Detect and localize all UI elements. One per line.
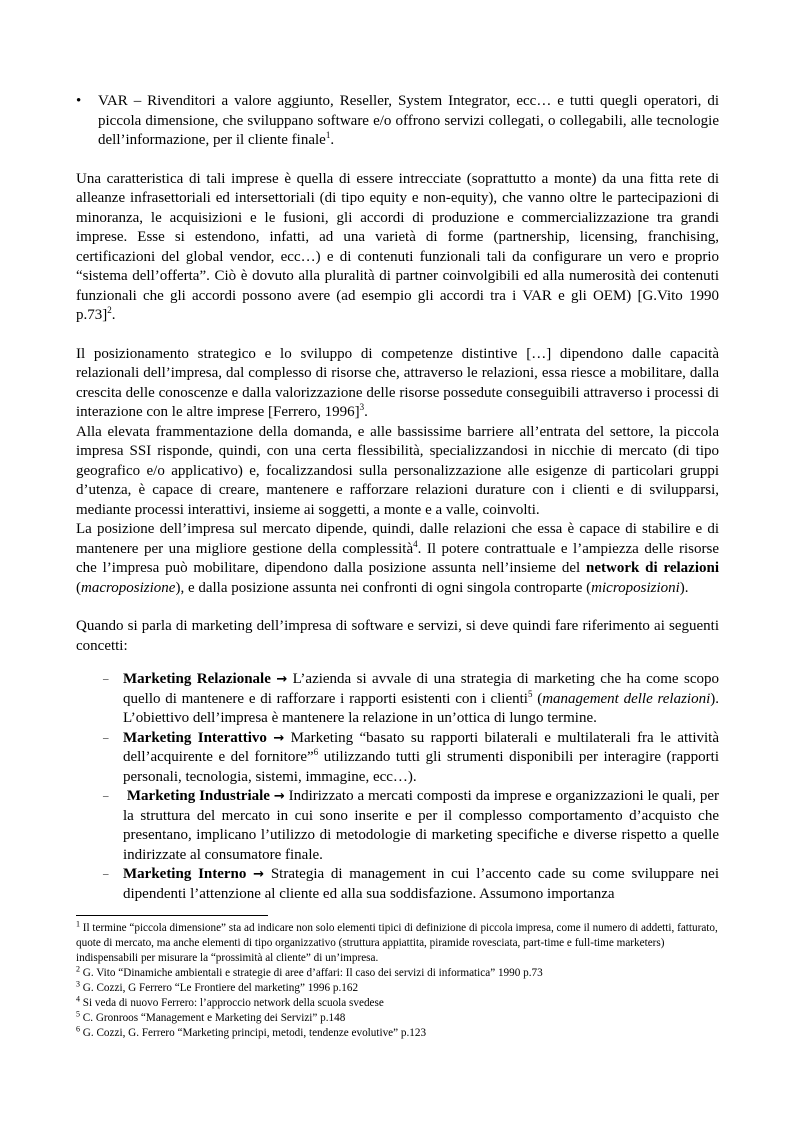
item-title: Marketing Industriale — [126, 788, 270, 804]
marketing-list — [76, 670, 719, 904]
bold-term: network di relazioni — [586, 560, 719, 576]
bullet-item-var — [76, 92, 719, 151]
footnotes — [76, 921, 719, 1041]
footnote-separator — [76, 915, 268, 916]
item-title: Marketing Interno — [123, 866, 247, 882]
arrow-right-icon: → — [273, 730, 285, 746]
italic-term: microposizioni — [591, 579, 680, 596]
footnote-1: $^1$ Il termine “piccola dimensione” sta ad indicare non solo elementi tipici di definizione di piccola impresa, come il numero di addetti, fatturato, quote di mercato, ma anche elementi di tipo organizzativo (struttura appiattita, piramide rovesciata, part-time e full-time marketers) indispensabili per misurare la “prossimità al cliente” di un’impresa. — [76, 919, 718, 964]
list-item-relazionale: – Marketing Relazionale → L’azienda si avvale di una strategia di marketing che ha come scopo quello di mantenere e di rafforzare i rapporti esistenti con i clienti$^5$ (management delle relazioni). L’obiettivo dell’impresa è mantenere la relazione in un’ottica di lungo termine. — [103, 671, 719, 726]
list-item-interattivo: – Marketing Interattivo → Marketing “basato su rapporti bilaterali e multilaterali fra le attività dell’acquirente e del fornitore”$^6$ utilizzando tutti gli strumenti disponibili per interagire (rapporti personali, tecnologia, sistemi, immagine, ecc…). — [103, 729, 720, 785]
list-item-interno: – Marketing Interno → Strategia di management in cui l’accento cade su come sviluppare nei dipendenti l’attenzione al cliente ed alla sua soddisfazione. Assumono importanza — [103, 866, 720, 902]
footnote-5: $^5$ C. Gronroos “Management e Marketing dei Servizi” p.148 — [76, 1009, 346, 1024]
footnote-ref: 4 — [413, 538, 418, 549]
paragraph-concetti: Quando si parla di marketing dell’impresa di software e servizi, si deve quindi fare riferimento ai seguenti concetti: — [76, 618, 719, 654]
footnote-ref: 3 — [359, 402, 365, 412]
list-item-industriale: – Marketing Industriale → Indirizzato a mercati composti da imprese e organizzazioni le quali, per la struttura del mercato in cui sono inserite e per il complesso comportamento d’acquisto che presentano, implicano l’utilizzo di metodologie di marketing specifiche e diverse rispetto a quelle indirizzate al consumatore finale. — [103, 788, 720, 863]
paragraph-posizione: La posizione dell’impresa sul mercato dipende, quindi, dalle relazioni che essa è capace di stabilire e di mantenere per una migliore gestione della complessità$^4$. Il potere contrattuale e l’ampiezza delle risorse che l’impresa può mobilitare, dipendono dalla posizione assunta nell’insieme del network di relazioni (macroposizione), e dalla posizione assunta nei confronti di ogni singola controparte (microposizioni). — [76, 521, 719, 596]
arrow-right-icon: → — [273, 789, 285, 804]
dash-icon: – — [103, 673, 109, 685]
footnote-4: $^4$ Si veda di nuovo Ferrero: l’approccio network della scuola svedese — [76, 994, 384, 1009]
arrow-right-icon: → — [276, 672, 288, 687]
paragraph-posizionamento: Il posizionamento strategico e lo sviluppo di competenze distintive […] dipendono dalle capacità relazionali dell’impresa, dal complesso di risorse che, attraverso le relazioni, essa riesce a mobilitare, dalla crescita delle conoscenze e dalla valorizzazione delle risorse possedute conseguibili attraverso i processi di interazione con le altre imprese [Ferrero, 1996]$^3$. — [76, 345, 719, 420]
paragraph-alleanze: Una caratteristica di tali imprese è quella di essere intrecciate (soprattutto a monte) da una fitta rete di alleanze infrasettoriali ed intersettoriali (di tipo equity e non-equity), che vanno oltre le partecipazioni di minoranza, le acquisizioni e le fusioni, gli accordi di produzione e commercializzazione tra grandi imprese. Esse si estendono, infatti, ad una varietà di forme (partnership, licensing, franchising, certificazioni del global vendor, ecc…) e di contenuti funzionali tali da configurare un vero e proprio “sistema dell’offerta”. Ciò è dovuto alla pluralità di partner coinvolgibili ed alla numerosità dei contenuti funzionali che gli accordi possono avere (ad esempio gli accordi tra i VAR e gli OEM) [G.Vito 1990 p.73]$^2$. — [76, 170, 719, 323]
footnote-ref: 2 — [107, 305, 112, 315]
footnote-3: $^3$ G. Cozzi, G Ferrero “Le Frontiere del marketing” 1996 p.162 — [76, 979, 359, 994]
document-body — [76, 92, 719, 904]
bullet-text: VAR – Rivenditori a valore aggiunto, Reseller, System Integrator, ecc… e tutti quegli operatori, di piccola dimensione, che sviluppano software e/o offrono servizi collegati, o collegabili, alle tecnologie dell’informazione, per il cliente finale$^1$. — [98, 93, 719, 148]
item-title: Marketing Relazionale — [123, 671, 271, 687]
paragraph-frammentazione: Alla elevata frammentazione della domanda, e alle bassissime barriere all’entrata del settore, la piccola impresa SSI risponde, quindi, con una certa flessibilità, specializzandosi in nicchie di mercato (di tipo geografico e/o applicativo) e, focalizzandosi sulla personalizzazione alle esigenze di particolari gruppi d’utenza, è capace di creare, mantenere e rafforzare relazioni durature con i clienti e di svilupparsi, mediante processi interattivi, insieme ai soggetti, a monte e a valle, coinvolti. — [76, 423, 719, 518]
footnote-6: $^6$ G. Cozzi, G. Ferrero “Marketing principi, metodi, tendenze evolutive” p.123 — [76, 1024, 427, 1039]
footnote-2: $^2$ G. Vito “Dinamiche ambientali e strategie di aree d’affari: Il caso dei servizi di informatica” 1990 p.73 — [76, 964, 543, 979]
dash-icon: – — [103, 868, 109, 880]
dash-icon: – — [103, 731, 109, 744]
item-title: Marketing Interattivo — [123, 729, 267, 746]
footnote-ref: 6 — [313, 747, 319, 757]
dash-icon: – — [103, 790, 109, 802]
italic-term: macroposizione — [81, 579, 176, 596]
bullet-icon: • — [76, 93, 82, 109]
footnote-ref: 5 — [527, 688, 533, 699]
arrow-right-icon: → — [253, 867, 265, 882]
footnote-ref: 1 — [325, 130, 331, 140]
